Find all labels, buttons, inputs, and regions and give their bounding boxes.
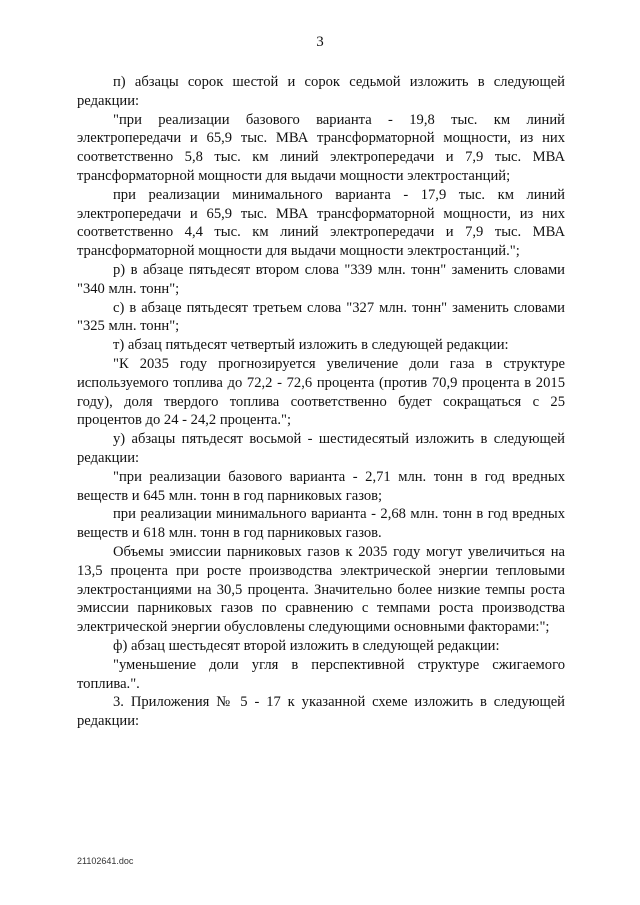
paragraph: ф) абзац шестьдесят второй изложить в следующей редакции: [113,637,500,654]
paragraph: при реализации минимального варианта - 17,9 тыс. км линий электропередачи и 65,9 тыс. МВА трансформаторной мощности, из них соответственно 4,4 тыс. км линий электропередачи и 7,9 тыс. МВА трансформаторной мощности для выдачи мощности электростанций."; [77,186,565,260]
paragraph: у) абзацы пятьдесят восьмой - шестидесятый изложить в следующей редакции: [77,431,565,466]
file-name-footer: 21102641.doc [77,856,134,866]
paragraph: "при реализации базового варианта - 19,8 тыс. км линий электропередачи и 65,9 тыс. МВА трансформаторной мощности, из них соответственно 5,8 тыс. км линий электропередачи и 7,9 тыс. МВА трансформаторной мощности для выдачи мощности электростанций; [77,111,565,184]
paragraph: п) абзацы сорок шестой и сорок седьмой изложить в следующей редакции: [77,74,565,109]
paragraph: 3. Приложения № 5 - 17 к указанной схеме изложить в следующей редакции: [77,694,565,730]
paragraph: при реализации минимального варианта - 2,68 млн. тонн в год вредных веществ и 618 млн. тонн в год парниковых газов. [77,506,565,542]
paragraph: "К 2035 году прогнозируется увеличение доли газа в структуре используемого топлива до 72,2 - 72,6 процента (против 70,9 процента в 2015 году), доля твердого топлива соответственно будет сокращаться с 25 процентов до 24 - 24,2 процента."; [77,355,565,429]
paragraph: с) в абзаце пятьдесят третьем слова "327 млн. тонн" заменить словами "325 млн. тонн"; [77,299,565,335]
page-number: 3 [316,34,324,50]
paragraph: "уменьшение доли угля в перспективной структуре сжигаемого топлива.". [77,656,565,692]
document-body [77,73,565,731]
paragraph: т) абзац пятьдесят четвертый изложить в следующей редакции: [113,337,509,354]
paragraph: р) в абзаце пятьдесят втором слова "339 млн. тонн" заменить словами "340 млн. тонн"; [77,261,565,297]
paragraph: Объемы эмиссии парниковых газов к 2035 году могут увеличиться на 13,5 процента при росте производства электрической энергии тепловыми электростанциями на 30,5 процента. Значительно более низкие темпы роста эмиссии парниковых газов по сравнению с темпами роста производства электрической энергии обусловлены следующими основными факторами:"; [77,543,565,636]
paragraph: "при реализации базового варианта - 2,71 млн. тонн в год вредных веществ и 645 млн. тонн в год парниковых газов; [77,468,565,504]
